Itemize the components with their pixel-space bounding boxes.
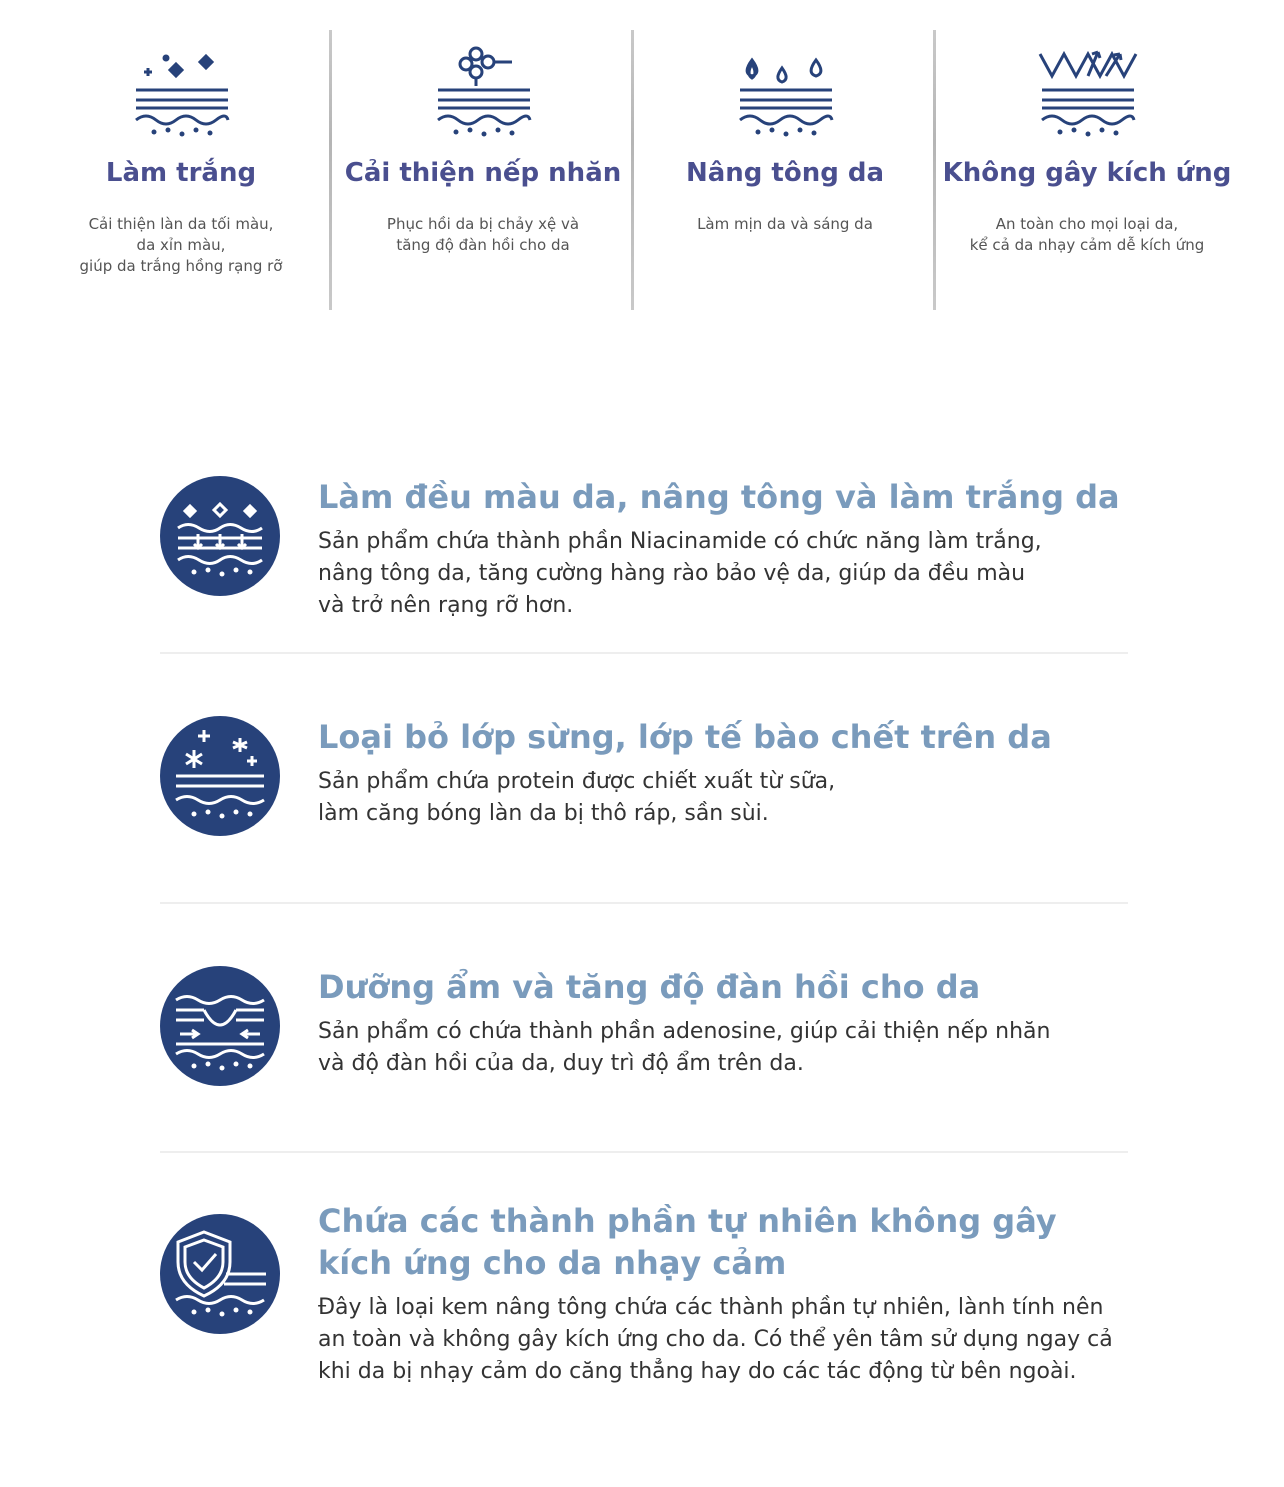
feature-title: Không gây kích ứng	[942, 158, 1232, 188]
sparkle-whitening-icon	[126, 42, 236, 142]
benefit-desc: Sản phẩm chứa protein được chiết xuất từ sữa, làm căng bóng làn da bị thô ráp, sần sùi.	[318, 769, 836, 826]
feature-title: Nâng tông da	[685, 158, 885, 188]
feature-wrinkle	[332, 30, 634, 310]
feature-title: Cải thiện nếp nhăn	[344, 158, 622, 188]
benefit-desc: Đây là loại kem nâng tông chứa các thành phần tự nhiên, lành tính nên an toàn và không gây kích ứng cho da. Có thể yên tâm sử dụng ngay cả khi da bị nhạy cảm do căng thẳng hay do các tác động từ bên ngoài.	[318, 1295, 1113, 1384]
benefit-text	[318, 966, 1178, 1080]
even-tone-icon	[160, 476, 280, 596]
molecule-wrinkle-icon	[428, 42, 538, 142]
benefit-title: Dưỡng ẩm và tăng độ đàn hồi cho da	[318, 968, 981, 1006]
exfoliate-icon	[160, 716, 280, 836]
feature-desc: An toàn cho mọi loại da, kể cả da nhạy cảm dễ kích ứng	[969, 215, 1205, 254]
feature-title: Làm trắng	[105, 158, 257, 188]
feature-tone-up	[634, 30, 936, 310]
feature-whitening	[30, 30, 332, 310]
feature-desc: Phục hồi da bị chảy xệ và tăng độ đàn hồi cho da	[386, 215, 580, 254]
feature-desc: Cải thiện làn da tối màu, da xỉn màu, giúp da trắng hồng rạng rỡ	[79, 215, 283, 275]
benefit-text	[318, 716, 1178, 830]
feature-desc: Làm mịn da và sáng da	[697, 215, 873, 233]
section-divider	[160, 1151, 1128, 1153]
moisture-elasticity-icon	[160, 966, 280, 1086]
benefit-desc: Sản phẩm chứa thành phần Niacinamide có chức năng làm trắng, nâng tông da, tăng cường hàng rào bảo vệ da, giúp da đều màu và trở nên rạng rỡ hơn.	[318, 529, 1042, 618]
section-divider	[160, 902, 1128, 904]
barrier-no-irritation-icon	[1032, 42, 1142, 142]
shield-check-icon	[160, 1214, 280, 1334]
benefit-title: Làm đều màu da, nâng tông và làm trắng da	[318, 478, 1120, 516]
benefit-title: Loại bỏ lớp sừng, lớp tế bào chết trên da	[318, 718, 1052, 756]
feature-no-irritation	[936, 30, 1238, 310]
droplets-tone-icon	[730, 42, 840, 142]
benefit-text	[318, 476, 1178, 622]
feature-strip	[30, 30, 1254, 310]
benefit-text	[318, 1200, 1178, 1388]
benefit-desc: Sản phẩm có chứa thành phần adenosine, giúp cải thiện nếp nhăn và độ đàn hồi của da, duy trì độ ẩm trên da.	[318, 1019, 1051, 1076]
section-divider	[160, 652, 1128, 654]
benefit-title: Chứa các thành phần tự nhiên không gây kích ứng cho da nhạy cảm	[318, 1202, 1057, 1282]
